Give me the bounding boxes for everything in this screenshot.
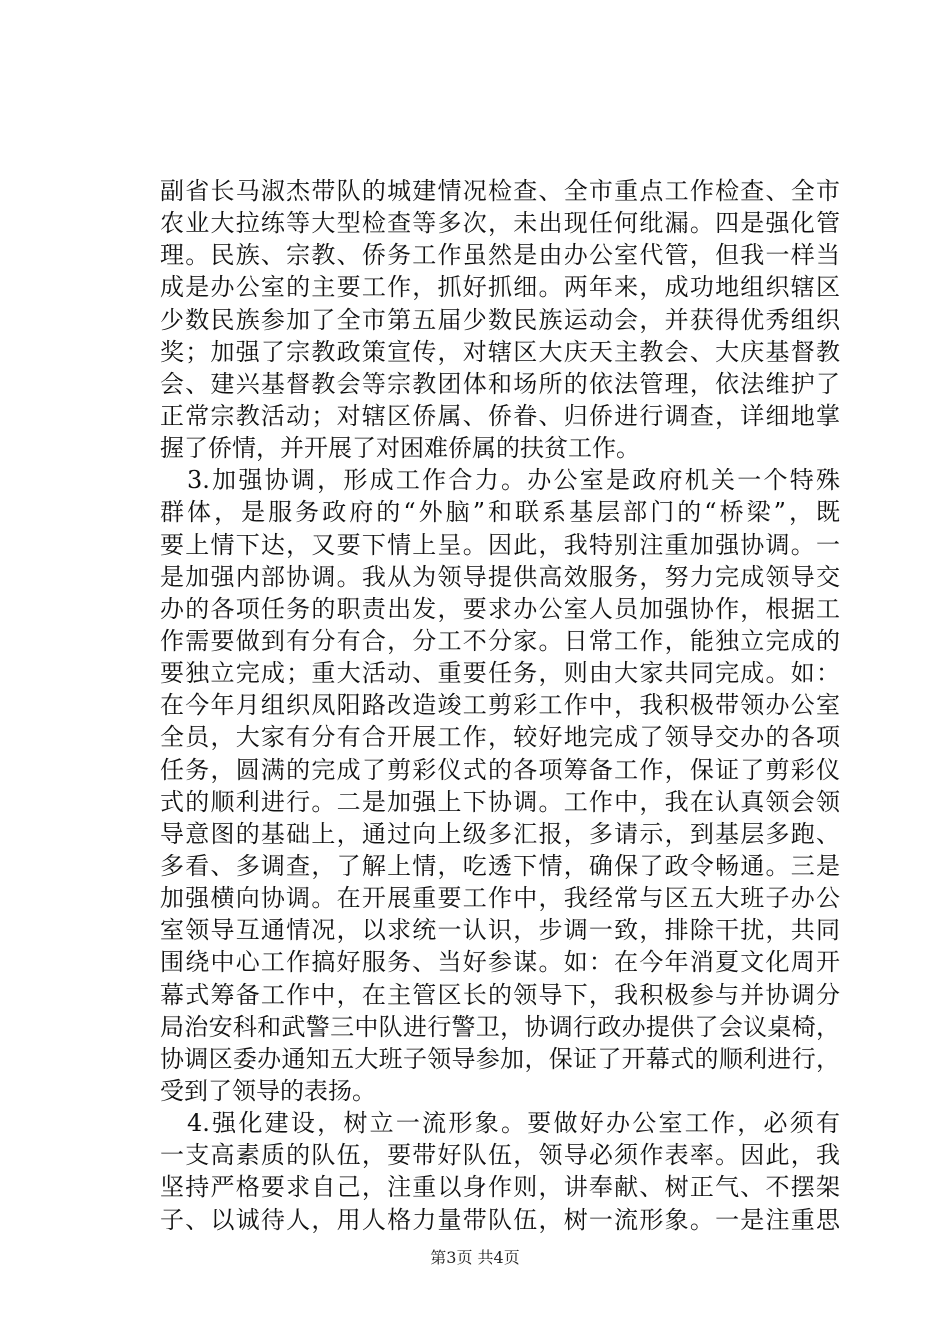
text-line: 多看、多调查，了解上情，吃透下情，确保了政令畅通。三是 xyxy=(160,851,840,880)
text-line: 会、建兴基督教会等宗教团体和场所的依法管理，依法维护了 xyxy=(160,369,840,398)
text-line: 协调区委办通知五大班子领导参加，保证了开幕式的顺利进行， xyxy=(160,1044,840,1073)
text-line: 受到了领导的表扬。 xyxy=(160,1076,376,1105)
text-line: 奖；加强了宗教政策宣传，对辖区大庆天主教会、大庆基督教 xyxy=(160,337,840,366)
section-heading-line: 3.加强协调，形成工作合力。办公室是政府机关一个特殊 xyxy=(187,466,840,495)
text-line: 副省长马淑杰带队的城建情况检查、全市重点工作检查、全市 xyxy=(160,177,840,205)
text-line: 理。民族、宗教、侨务工作虽然是由办公室代管，但我一样当 xyxy=(160,241,840,270)
text-line: 任务，圆满的完成了剪彩仪式的各项筹备工作，保证了剪彩仪 xyxy=(160,755,840,784)
text-line: 正常宗教活动；对辖区侨属、侨眷、归侨进行调查，详细地掌 xyxy=(160,401,840,430)
text-line: 围绕中心工作搞好服务、当好参谋。如：在今年消夏文化周开 xyxy=(160,948,840,977)
page-footer xyxy=(0,1245,950,1268)
text-line: 导意图的基础上，通过向上级多汇报，多请示，到基层多跑、 xyxy=(160,819,840,848)
section-heading-line: 4.强化建设，树立一流形象。要做好办公室工作，必须有 xyxy=(187,1109,840,1138)
text-line: 子、以诚待人，用人格力量带队伍，树一流形象。一是注重思 xyxy=(160,1205,840,1234)
text-line: 加强横向协调。在开展重要工作中，我经常与区五大班子办公 xyxy=(160,884,840,913)
text-line: 办的各项任务的职责出发，要求办公室人员加强协作，根据工 xyxy=(160,594,840,623)
text-line: 式的顺利进行。二是加强上下协调。工作中，我在认真领会领 xyxy=(160,787,840,816)
text-line: 农业大拉练等大型检查等多次，未出现任何纰漏。四是强化管 xyxy=(160,209,840,238)
text-line: 作需要做到有分有合，分工不分家。日常工作，能独立完成的 xyxy=(160,626,840,655)
text-line: 握了侨情，并开展了对困难侨属的扶贫工作。 xyxy=(160,434,640,463)
text-line: 在今年月组织凤阳路改造竣工剪彩工作中，我积极带领办公室 xyxy=(160,691,840,720)
text-line: 室领导互通情况，以求统一认识，步调一致，排除干扰，共同 xyxy=(160,916,840,945)
text-line: 少数民族参加了全市第五届少数民族运动会，并获得优秀组织 xyxy=(160,305,840,334)
text-line: 成是办公室的主要工作，抓好抓细。两年来，成功地组织辖区 xyxy=(160,273,840,302)
text-line: 要上情下达，又要下情上呈。因此，我特别注重加强协调。一 xyxy=(160,530,840,559)
text-line: 幕式筹备工作中，在主管区长的领导下，我积极参与并协调分 xyxy=(160,980,840,1009)
text-line: 是加强内部协调。我从为领导提供高效服务，努力完成领导交 xyxy=(160,562,840,591)
page-number-label: 第3页 共4页 xyxy=(430,1248,520,1267)
text-line: 坚持严格要求自己，注重以身作则，讲奉献、树正气、不摆架 xyxy=(160,1173,840,1202)
text-line: 一支高素质的队伍，要带好队伍，领导必须作表率。因此，我 xyxy=(160,1141,840,1170)
text-line: 群体，是服务政府的“外脑”和联系基层部门的“桥梁”，既 xyxy=(160,498,840,527)
text-line: 要独立完成；重大活动、重要任务，则由大家共同完成。如： xyxy=(160,659,840,688)
text-line: 局治安科和武警三中队进行警卫，协调行政办提供了会议桌椅， xyxy=(160,1012,840,1041)
body-text xyxy=(160,175,840,1236)
text-line: 全员，大家有分有合开展工作，较好地完成了领导交办的各项 xyxy=(160,723,840,752)
